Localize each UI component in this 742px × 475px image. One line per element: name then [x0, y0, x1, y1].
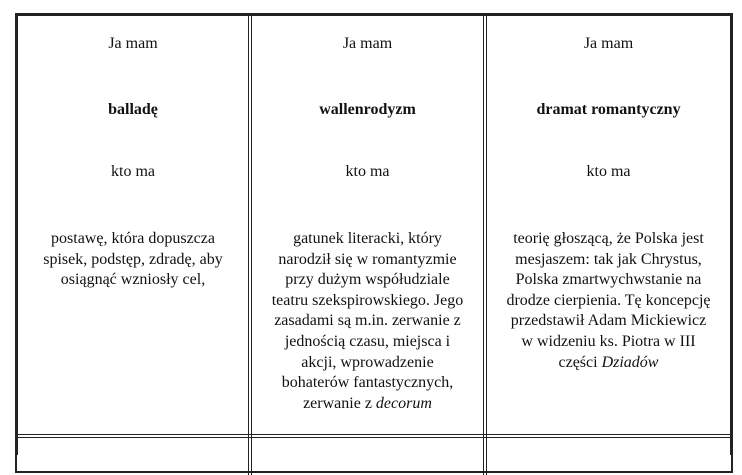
definition — [503, 229, 714, 373]
card-cell — [18, 15, 248, 434]
term: balladę — [108, 101, 158, 118]
term: wallenrodyzm — [319, 101, 416, 118]
definition-text: postawę, która dopuszcza spisek, podstęp, zdradę, aby osiągnąć wzniosły cel, — [43, 230, 223, 289]
definition — [32, 229, 234, 291]
i-have-label: Ja mam — [108, 35, 158, 52]
card-cell — [487, 15, 730, 434]
who-has-label: kto ma — [345, 163, 390, 180]
definition — [266, 229, 469, 414]
table-inner-border — [730, 15, 731, 455]
i-have-label: Ja mam — [342, 35, 393, 52]
who-has-label: kto ma — [586, 163, 631, 180]
who-has-label: kto ma — [111, 163, 155, 180]
i-have-label: Ja mam — [583, 35, 634, 52]
term: dramat romantyczny — [536, 101, 681, 118]
definition-text: gatunek literacki, który narodził się w romantyzmie przy dużym współudziale teatru szekspirowskiego. Jego zasadami są m.in. zerwanie z jednością czasu, miejsca i akcji, wprowadzenie bohaterów fantastycznych, zerwanie z — [271, 230, 464, 412]
definition-italic: Dziadów — [601, 353, 659, 371]
definition-italic: decorum — [375, 394, 432, 412]
card-cell — [252, 15, 483, 434]
row-divider — [17, 434, 731, 438]
definition-text: teorię głoszącą, że Polska jest mesjaszem: tak jak Chrystus, Polska zmartwychwstanie na drodze cierpienia. Tę koncepcję przedstawił Adam Mickiewicz w widzeniu ks. Piotra w III części — [506, 230, 711, 371]
